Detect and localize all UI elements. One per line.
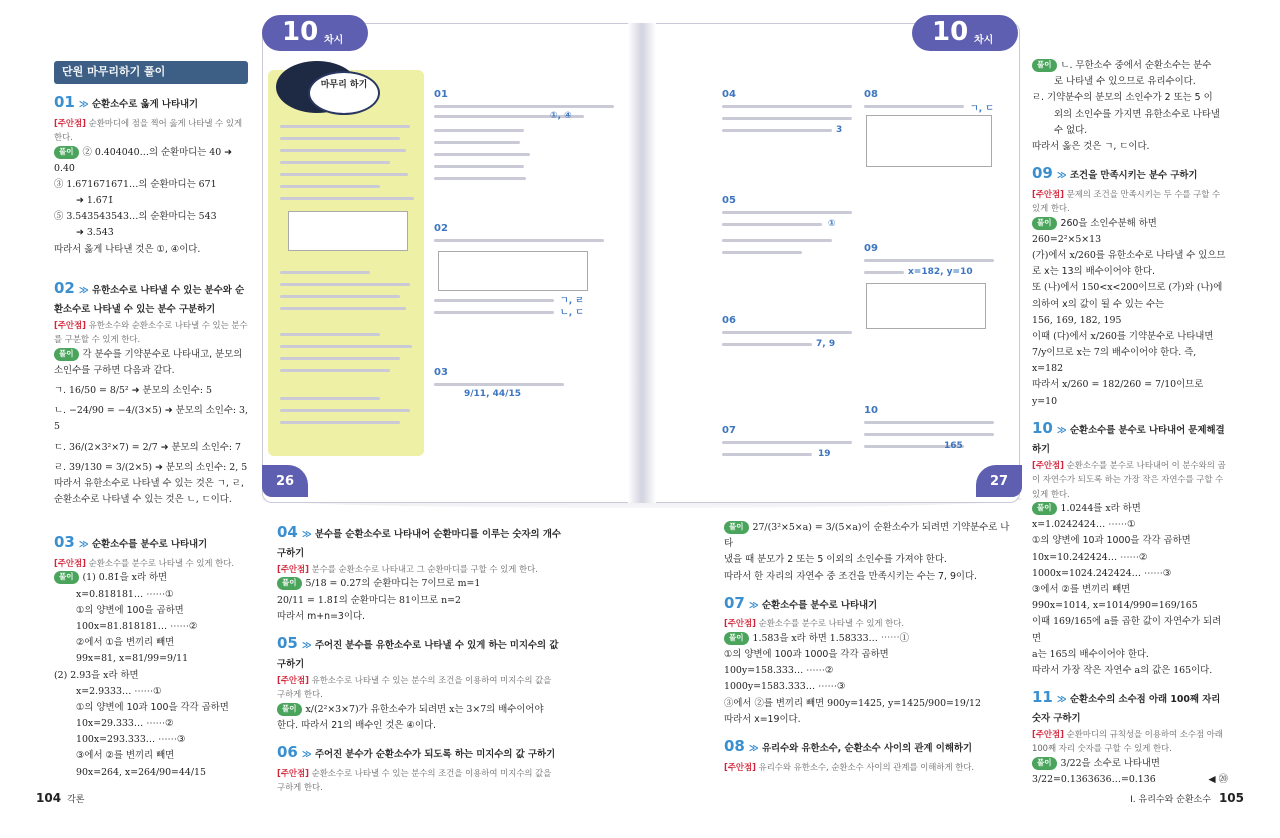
problem-09-heading: 09 ≫ 조건을 만족시키는 분수 구하기: [1032, 164, 1198, 183]
problem-01-heading: 01 ≫ 순환소수로 옳게 나타내기: [54, 92, 199, 111]
footer-right: I. 유리수와 순환소수 105: [1130, 791, 1244, 805]
fraction-box: [438, 251, 588, 291]
middle-column: 04 ≫ 분수를 순환소수로 나타내어 순환마디를 이루는 숫자의 개수 구하기 [주안점] 분수를 순환소수로 나타내고 그 순환마디를 구할 수 있게 한다. 풀이 5/18 = 0.27̇의 순환마디는 7이므로 m=1 20/11 = 1.8̇1̇의 순환마디는 81이므로 n=2 따라서 m+n=3이다. 05 ≫ 주어진 분수를 유한소수로 나타낼 수 있게 하는 미지수의 값 구하기 [주안점] 유한소수로 나타낼 수 있는 분수의 조건을 이용하여 미지수의 값을 구하게 한다. 풀이 x/(2²×3×7)가 유한소수가 되려면 x는 3×7의 배수이어야 한다. 따라서 21의 배수인 것은 ④이다. 06 ≫ 주어진 분수가 순환소수가 되도록 하는 미지수의 값 구하기 [주안점] 순환소수로 나타낼 수 있는 분수의 조건을 이용하여 미지수의 값을 구하게 한다.: [277, 514, 561, 795]
textbook-page-image: 10 차시 10 차시 마무리 하기 01 ①, ④ 02 ㄱ, ㄹ ㄴ, ㄷ 03 9/11, 44/15 26 04 3 05 ① 06 7, 9 07 19 08 ㄱ, ㄷ 09 x=182, y=10 10 165 27: [258, 15, 1026, 503]
wrap-up-bubble: 마무리 하기: [308, 71, 380, 115]
problem-05-heading: 05 ≫ 주어진 분수를 유한소수로 나타낼 수 있게 하는 미지수의 값 구하기: [277, 633, 559, 670]
solution-badge: 풀이: [54, 146, 79, 159]
summary-table: [288, 211, 408, 251]
problem-02-heading: 02 ≫ 유한소수로 나타낼 수 있는 분수와 순환소수로 나타낼 수 있는 분수 구분하기: [54, 278, 245, 315]
problem-03-heading: 03 ≫ 순환소수를 분수로 나타내기: [54, 533, 208, 552]
statement-box: [866, 115, 992, 167]
next-page-marker: ◀ ⑳: [1208, 774, 1228, 786]
problem-08-heading: 08 ≫ 유리수와 유한소수, 순환소수 사이의 관계 이해하기: [724, 736, 973, 755]
left-column: 단원 마무리하기 풀이 01 ≫ 순환소수로 옳게 나타내기 [주안점] 순환마디에 점을 찍어 옳게 나타낼 수 있게 한다. 풀이 ② 0.404040…의 순환마디는 40 ➜ 0.4̇0̇ ③ 1.671671671…의 순환마디는 671 ➜ 1.6̇71̇ ⑤ 3.543543543…의 순환마디는 543 ➜ 3.5̇43̇ 따라서 옳게 나타낸 것은 ①, ④이다. 02 ≫ 유한소수로 나타낼 수 있는 분수와 순환소수로 나타낼 수 있는 분수 구분하기 [주안점] 유한소수와 순환소수로 나타낼 수 있는 분수를 구분할 수 있게 한다. 풀이 각 분수를 기약분수로 나타내고, 분모의 소인수를 구하면 다음과 같다. ㄱ. 16/50 = 8/5² ➜ 분모의 소인수: 5 ㄴ. −24/90 = −4/(3×5) ➜ 분모의 소인수: 3, 5 ㄷ. 36/(2×3²×7) = 2/7 ➜ 분모의 소인수: 7 ㄹ. 39/130 = 3/(2×5) ➜ 분모의 소인수: 2, 5 따라서 유한소수로 나타낼 수 있는 것은 ㄱ, ㄹ, 순환소수로 나타낼 수 있는 것은 ㄴ, ㄷ이다. 03 ≫ 순환소수를 분수로 나타내기 [주안점] 순환소수를 분수로 나타낼 수 있게 한다. 풀이 (1) 0.8̇1̇을 x라 하면 x=0.818181… ⋯⋯① ①의 양변에 100을 곱하면 100x=81.818181… ⋯⋯② ②에서 ①을 변끼리 빼면 99x=81, x=81/99=9/11 (2) 2.93̇을 x라 하면 x=2.9333… ⋯⋯① ①의 양변에 10과 100을 각각 곱하면 10x=29.333… ⋯⋯② 100x=293.333… ⋯⋯③ ③에서 ②를 변끼리 빼면 90x=264, x=264/90=44/15: [54, 61, 248, 781]
problem-10-heading: 10 ≫ 순환소수를 분수로 나타내어 문제해결하기: [1032, 418, 1225, 455]
lesson-tab-left: 10 차시: [262, 15, 368, 51]
right-column: 풀이 27/(3²×5×a) = 3/(5×a)이 순환소수가 되려면 기약분수로 나타 냈을 때 분모가 2 또는 5 이외의 소인수를 가져야 한다. 따라서 한 자리의 자연수 중 조건을 만족시키는 수는 7, 9이다. 07 ≫ 순환소수를 분수로 나타내기 [주안점] 순환소수를 분수로 나타낼 수 있게 한다. 풀이 1.583̇을 x라 하면 1.58333… ⋯⋯① ①의 양변에 100과 1000을 각각 곱하면 100y=158.333… ⋯⋯② 1000y=1583.333… ⋯⋯③ ③에서 ②를 변끼리 빼면 900y=1425, y=1425/900=19/12 따라서 x=19이다. 08 ≫ 유리수와 유한소수, 순환소수 사이의 관계 이해하기 [주안점] 유리수와 유한소수, 순환소수 사이의 관계를 이해하게 한다.: [724, 520, 1016, 774]
footer-left: 104 각론: [36, 791, 85, 805]
problem-04-heading: 04 ≫ 분수를 순환소수로 나타내어 순환마디를 이루는 숫자의 개수 구하기: [277, 523, 561, 559]
book-page-right: [642, 23, 1020, 503]
problem-06-heading: 06 ≫ 주어진 분수가 순환소수가 되도록 하는 미지수의 값 구하기: [277, 743, 556, 762]
problem-11-heading: 11 ≫ 순환소수의 소수점 아래 100째 자리 숫자 구하기: [1032, 688, 1221, 724]
condition-box: [866, 283, 986, 329]
lesson-tab-right: 10 차시: [912, 15, 1018, 51]
far-right-column: 풀이 ㄴ. 무한소수 중에서 순환소수는 분수 로 나타낼 수 있으므로 유리수이다. ㄹ. 기약분수의 분모의 소인수가 2 또는 5 이 외의 소인수를 가지면 유한소수로 나타낼 수 없다. 따라서 옳은 것은 ㄱ, ㄷ이다. 09 ≫ 조건을 만족시키는 분수 구하기 [주안점] 문제의 조건을 만족시키는 두 수를 구할 수 있게 한다. 풀이 260을 소인수분해 하면 260=2²×5×13 (가)에서 x/260를 유한소수로 나타낼 수 있으므 로 x는 13의 배수이어야 한다. 또 (나)에서 150<x<200이므로 (가)와 (나)에 의하여 x의 값이 될 수 있는 수는 156, 169, 182, 195 이때 (다)에서 x/260를 기약분수로 나타내면 7/y이므로 x는 7의 배수이어야 한다. 즉, x=182 따라서 x/260 = 182/260 = 7/10이므로 y=10 10 ≫ 순환소수를 분수로 나타내어 문제해결하기 [주안점] 순환소수를 분수로 나타내어 이 분수와의 곱이 자연수가 되도록 하는 가장 작은 자연수를 구할 수 있게 한다. 풀이 1.024̇4̇를 x라 하면 x=1.0242424… ⋯⋯① ①의 양변에 10과 1000을 각각 곱하면 10x=10.242424… ⋯⋯② 1000x=1024.242424… ⋯⋯③ ③에서 ②를 변끼리 빼면 990x=1014, x=1014/990=169/165 이때 169/165에 a를 곱한 값이 자연수가 되려면 a는 165의 배수이어야 한다. 따라서 가장 작은 자연수 a의 값은 165이다. 11 ≫ 순환소수의 소수점 아래 100째 자리 숫자 구하기 [주안점] 순환마디의 규칙성을 이용하여 소수점 아래 100째 자리 숫자를 구할 수 있게 한다. 풀이 3/22을 소수로 나타내면 3/22=0.1363636…=0.13̇6̇ ◀ ⑳: [1032, 58, 1228, 788]
page-number-left: 26: [262, 465, 308, 497]
problem-07-heading: 07 ≫ 순환소수를 분수로 나타내기: [724, 593, 878, 612]
section-title: 단원 마무리하기 풀이: [54, 61, 248, 84]
page-number-right: 27: [976, 465, 1022, 497]
